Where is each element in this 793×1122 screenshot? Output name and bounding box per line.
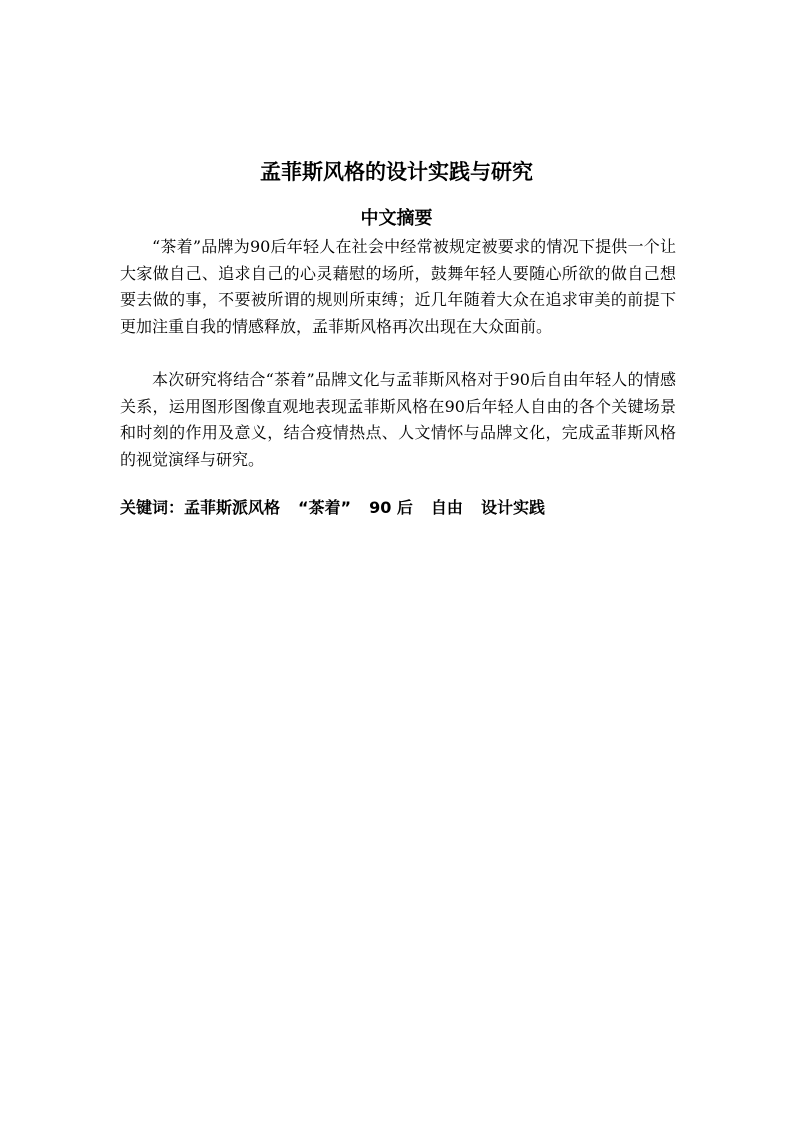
keyword-item: 孟菲斯派风格 (184, 498, 281, 517)
keyword-item: “茶着” (298, 498, 352, 517)
keyword-item: 设计实践 (480, 498, 545, 517)
keywords-line (120, 494, 680, 522)
keyword-item: 90 后 (369, 498, 413, 517)
abstract-paragraph-1: “茶着”品牌为90后年轻人在社会中经常被规定被要求的情况下提供一个让大家做自己、追求自己的心灵藉慰的场所，鼓舞年轻人要随心所欲的做自己想要去做的事，不要被所谓的规则所束缚；近几年随着大众在追求审美的前提下更加注重自我的情感释放，孟菲斯风格再次出现在大众面前。 (120, 237, 676, 336)
keyword-item: 自由 (430, 498, 463, 517)
keywords-label: 关键词： (120, 498, 185, 517)
paper-title: 孟菲斯风格的设计实践与研究 (260, 160, 533, 184)
abstract-paragraph-2: 本次研究将结合“茶着”品牌文化与孟菲斯风格对于90后自由年轻人的情感关系，运用图形图像直观地表现孟菲斯风格在90后年轻人自由的各个关键场景和时刻的作用及意义，结合疫情热点、人文情怀与品牌文化，完成孟菲斯风格的视觉演绎与研究。 (120, 370, 676, 469)
abstract-heading: 中文摘要 (360, 208, 433, 229)
